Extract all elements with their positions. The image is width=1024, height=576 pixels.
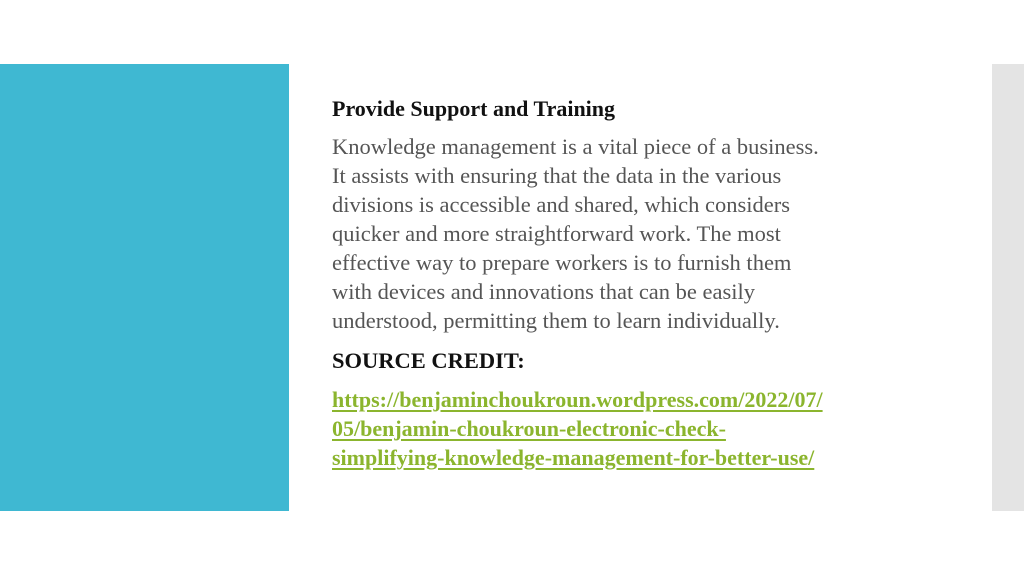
source-credit-label: SOURCE CREDIT: bbox=[332, 348, 525, 373]
slide-heading: Provide Support and Training bbox=[332, 96, 616, 121]
side-bar bbox=[992, 64, 1024, 511]
slide-content bbox=[332, 94, 952, 472]
slide-body-text: Knowledge management is a vital piece of a business. It assists with ensuring that the data in the various divisions is accessible and shared, which considers quicker and more straightforward work. The most effective way to prepare workers is to furnish them with devices and innovations that can be easily understood, permitting them to learn individually. bbox=[332, 134, 819, 333]
source-link[interactable]: https://benjaminchoukroun.wordpress.com/2022/07/ 05/benjamin-choukroun-electronic-check- simplifying-knowledge-management-for-better-use/ bbox=[332, 387, 823, 470]
accent-block bbox=[0, 64, 289, 511]
